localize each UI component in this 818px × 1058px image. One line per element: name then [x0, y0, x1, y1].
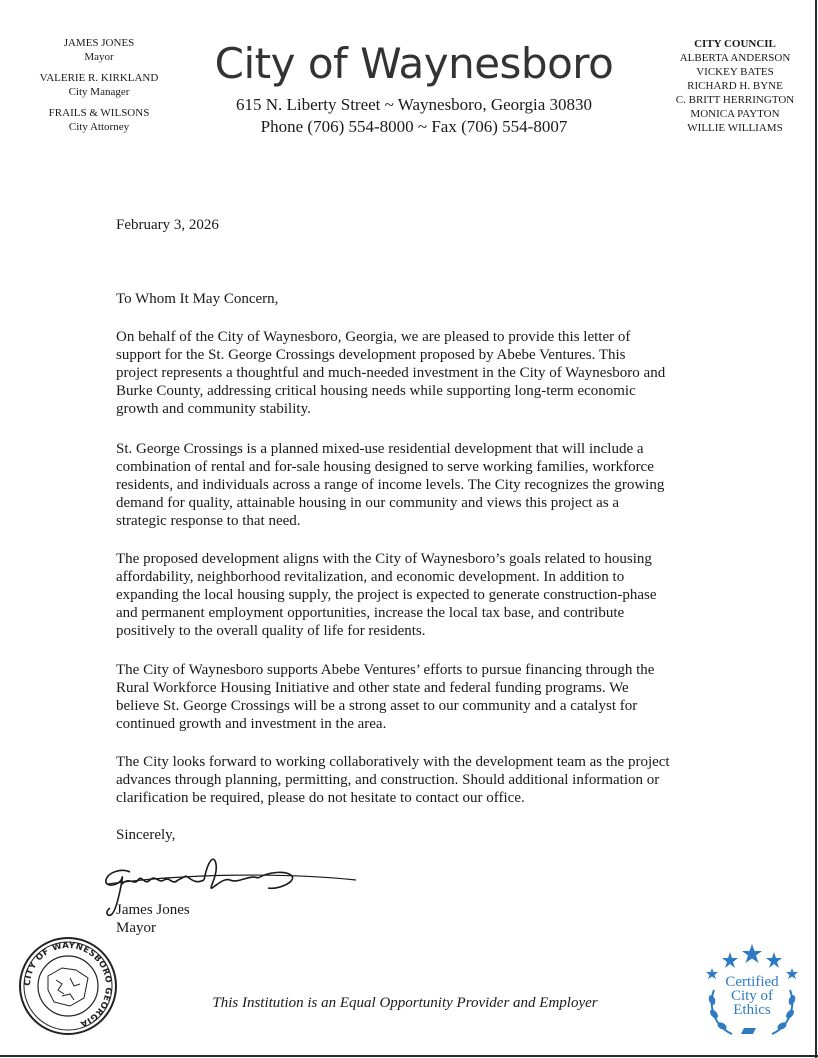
text-line: growth and community stability. [116, 401, 311, 417]
signer-name: James Jones [116, 902, 190, 918]
certified-city-of-ethics-badge [700, 942, 804, 1042]
letter-salutation: To Whom It May Concern, [116, 291, 279, 307]
text-line: The proposed development aligns with the City of Waynesboro’s goals related to housing [116, 551, 652, 567]
text-line: combination of rental and for-sale housing designed to serve working families, workforce [116, 459, 654, 475]
council-member: RICHARD H. BYNE [687, 80, 783, 92]
attorney-name: FRAILS & WILSONS [48, 107, 150, 119]
text-line: The City looks forward to working collaboratively with the development team as the project [116, 754, 670, 770]
council-member: WILLIE WILLIAMS [687, 122, 783, 134]
text-line: Burke County, addressing critical housing needs while supporting long-term economic [116, 383, 636, 399]
ethics-line-1: Certified [725, 974, 779, 990]
city-council-title: CITY COUNCIL [694, 38, 776, 50]
paragraph-3 [116, 550, 726, 640]
letterhead-title: City of Waynesboro [214, 39, 614, 88]
text-line: strategic response to that need. [116, 513, 301, 529]
council-member: C. BRITT HERRINGTON [675, 94, 795, 106]
text-line: residents, and individuals across a range of income levels. The City recognizes the growing [116, 477, 665, 493]
council-member: ALBERTA ANDERSON [679, 52, 791, 64]
text-line: and permanent employment opportunities, increase the local tax base, and contribute [116, 605, 625, 621]
signer-title: Mayor [116, 920, 156, 936]
page-border-right [815, 0, 817, 1058]
text-line: On behalf of the City of Waynesboro, Georgia, we are pleased to provide this letter of [116, 329, 631, 345]
paragraph-4 [116, 661, 726, 733]
text-line: advances through planning, permitting, and construction. Should additional information or [116, 772, 660, 788]
text-line: St. George Crossings is a planned mixed-use residential development that will include a [116, 441, 644, 457]
manager-name: VALERIE R. KIRKLAND [39, 72, 159, 84]
letterhead-phone-fax: Phone (706) 554-8000 ~ Fax (706) 554-8007 [260, 117, 568, 136]
paragraph-2 [116, 440, 726, 530]
text-line: demand for quality, attainable housing in our community and views this project as a [116, 495, 620, 511]
manager-role: City Manager [68, 86, 130, 98]
text-line: project represents a thoughtful and much-needed investment in the City of Waynesboro and [116, 365, 666, 381]
text-line: positively to the overall quality of life for residents. [116, 623, 426, 639]
text-line: expanding the local housing supply, the project is expected to generate construction-phase [116, 587, 657, 603]
ethics-line-2: City of [730, 988, 774, 1004]
mayor-name: JAMES JONES [63, 37, 135, 49]
council-member: MONICA PAYTON [690, 108, 780, 120]
equal-opportunity-statement: This Institution is an Equal Opportunity Provider and Employer [212, 995, 598, 1011]
paragraph-5 [116, 753, 726, 807]
council-member: VICKEY BATES [696, 66, 774, 78]
officials-block [14, 36, 184, 134]
text-line: The City of Waynesboro supports Abebe Ventures’ efforts to pursue financing through the [116, 662, 655, 678]
text-line: clarification be required, please do not hesitate to contact our office. [116, 790, 525, 806]
mayor-role: Mayor [84, 51, 114, 63]
letterhead-address: 615 N. Liberty Street ~ Waynesboro, Georgia 30830 [235, 95, 593, 114]
text-line: continued growth and investment in the area. [116, 716, 387, 732]
letter-date: February 3, 2026 [116, 217, 219, 233]
city-council-block [660, 37, 810, 135]
letter-closing: Sincerely, [116, 827, 176, 843]
ethics-line-3: Ethics [733, 1002, 771, 1018]
seal-text: CITY OF WAYNESBORO GEORGIA [22, 940, 114, 1029]
city-seal-icon [18, 936, 118, 1036]
paragraph-1 [116, 328, 726, 418]
text-line: affordability, neighborhood revitalization, and economic development. In addition to [116, 569, 625, 585]
text-line: believe St. George Crossings will be a strong asset to our community and a catalyst for [116, 698, 638, 714]
text-line: Rural Workforce Housing Initiative and other state and federal funding programs. We [116, 680, 629, 696]
text-line: support for the St. George Crossings development proposed by Abebe Ventures. This [116, 347, 626, 363]
page-border-bottom [0, 1055, 818, 1057]
attorney-role: City Attorney [68, 121, 130, 133]
